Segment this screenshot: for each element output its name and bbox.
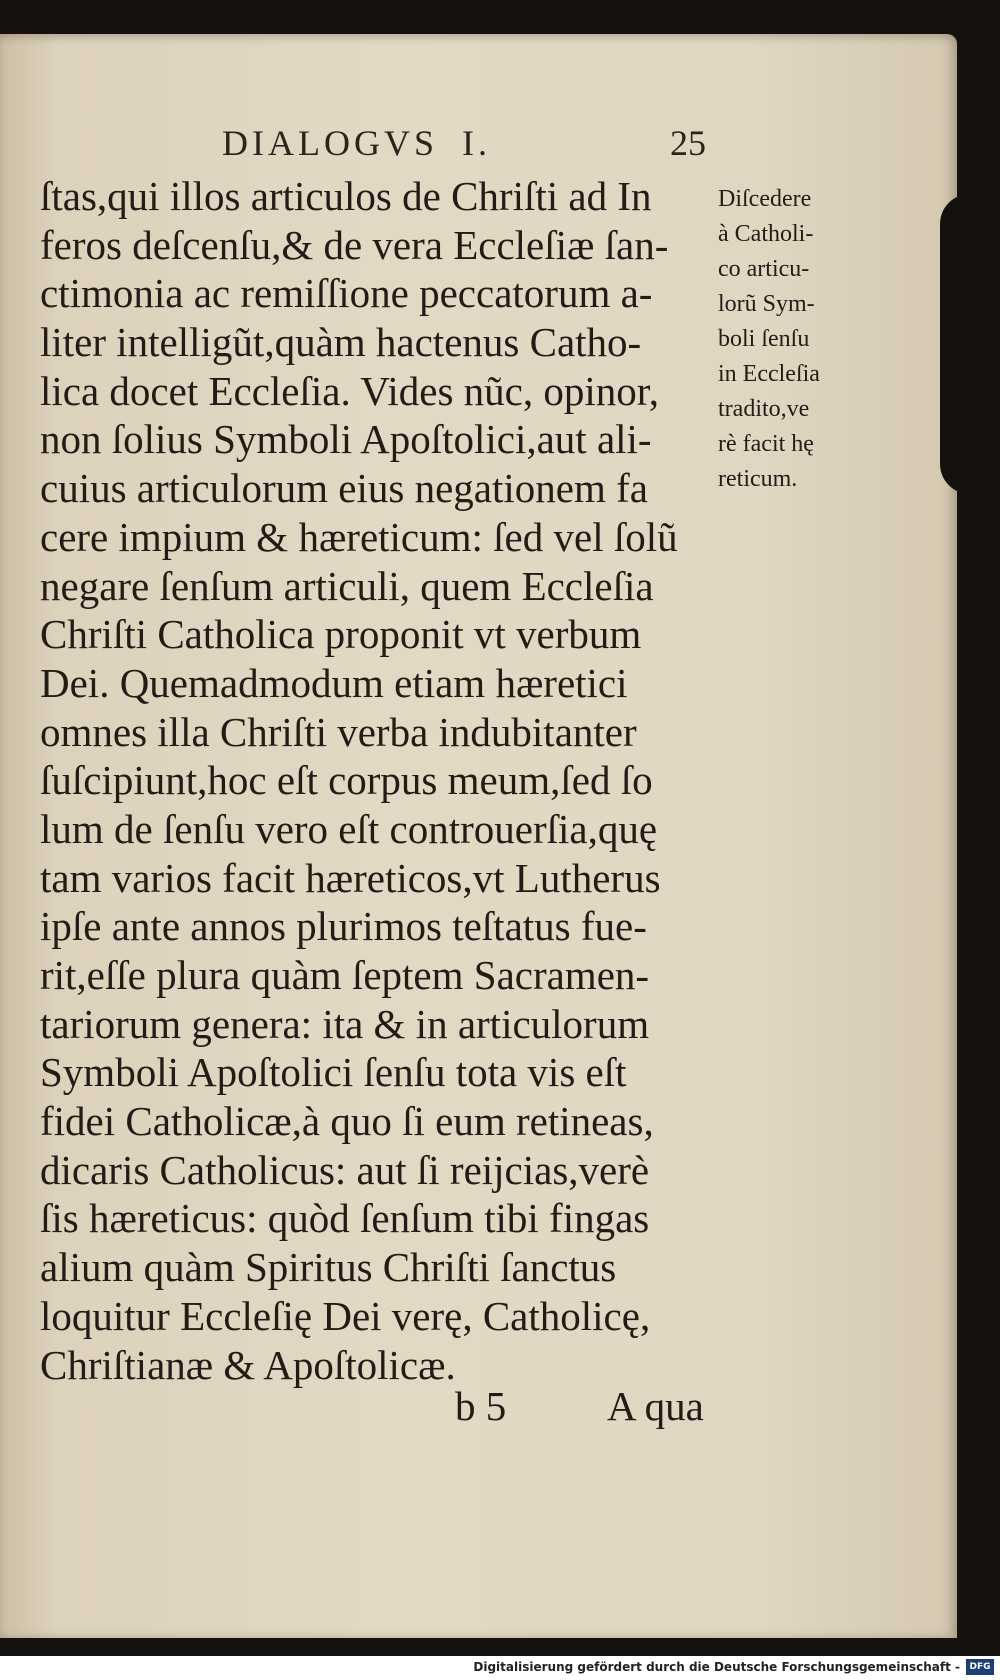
marginal-note-line: tradito,ve: [718, 396, 810, 422]
catchword: A qua: [607, 1383, 704, 1429]
text-line: ctimonia ac remiſſione peccatorum a-: [40, 270, 653, 317]
marginal-note-line: lorũ Sym-: [718, 291, 815, 317]
text-line: ſis hæreticus: quòd ſenſum tibi fingas: [40, 1195, 650, 1242]
running-head-title: DIALOGVS: [222, 123, 438, 163]
text-line: dicaris Catholicus: aut ſi reijcias,verè: [40, 1146, 650, 1193]
text-line: cuius articulorum eius negationem fa: [40, 465, 648, 512]
text-line: Dei. Quemadmodum etiam hæretici: [40, 659, 628, 706]
text-line: loquitur Eccleſię Dei verę, Catholicę,: [40, 1292, 651, 1339]
footer-credit: Digitalisierung gefördert durch die Deutsche Forschungsgemeinschaft -: [473, 1660, 960, 1674]
page-edge-damage: [940, 194, 980, 494]
text-line: alium quàm Spiritus Chriſti ſanctus: [40, 1244, 617, 1291]
text-line: non ſolius Symboli Apoſtolici,aut ali-: [40, 416, 652, 463]
text-line: Chriſti Catholica proponit vt verbum: [40, 611, 642, 658]
marginal-note-line: Diſcedere: [718, 186, 812, 212]
text-line: rit,eſſe plura quàm ſeptem Sacramen-: [40, 952, 650, 998]
marginal-note-line: à Catholi-: [718, 221, 814, 247]
marginal-note-line: reticum.: [718, 466, 798, 492]
signature-mark: b 5: [455, 1383, 507, 1429]
text-line: Chriſtianæ & Apoſtolicæ.: [40, 1341, 456, 1388]
marginal-note-line: co articu-: [718, 256, 810, 282]
page-number: 25: [670, 123, 706, 163]
text-line: ſuſcipiunt,hoc eſt corpus meum,ſed ſo: [40, 757, 653, 804]
text-line: fidei Catholicæ,à quo ſi eum retineas,: [40, 1098, 654, 1145]
text-line: liter intelligũt,quàm hactenus Catho-: [40, 319, 642, 366]
text-line: Symboli Apoſtolici ſenſu tota vis eſt: [40, 1049, 627, 1096]
marginal-note-line: rè facit hę: [718, 431, 814, 457]
digitization-footer: [0, 1656, 1000, 1680]
catchline: [455, 1382, 755, 1432]
text-line: feros deſcenſu,& de vera Eccleſiæ ſan-: [40, 221, 669, 268]
running-head-part: I.: [462, 123, 491, 163]
text-line: tariorum genera: ita & in articulorum: [40, 1000, 650, 1047]
text-line: lica docet Eccleſia. Vides nũc, opinor,: [40, 367, 660, 414]
text-line: negare ſenſum articuli, quem Eccleſia: [40, 562, 654, 609]
marginal-note-line: boli ſenſu: [718, 326, 810, 352]
running-head: [222, 122, 722, 172]
text-line: tam varios facit hæreticos,vt Lutherus: [40, 854, 661, 901]
dfg-logo-icon: DFG: [966, 1659, 994, 1675]
marginal-note: [718, 182, 868, 497]
text-line: omnes illa Chriſti verba indubitanter: [40, 708, 637, 755]
text-line: cere impium & hæreticum: ſed vel ſolũ: [40, 513, 678, 560]
text-line: ipſe ante annos plurimos teſtatus fue-: [40, 903, 647, 950]
marginal-note-line: in Eccleſia: [718, 361, 820, 387]
text-line: ſtas,qui illos articulos de Chriſti ad In: [40, 173, 652, 219]
text-line: lum de ſenſu vero eſt controuerſia,quę: [40, 805, 658, 852]
body-text: [40, 172, 720, 1389]
